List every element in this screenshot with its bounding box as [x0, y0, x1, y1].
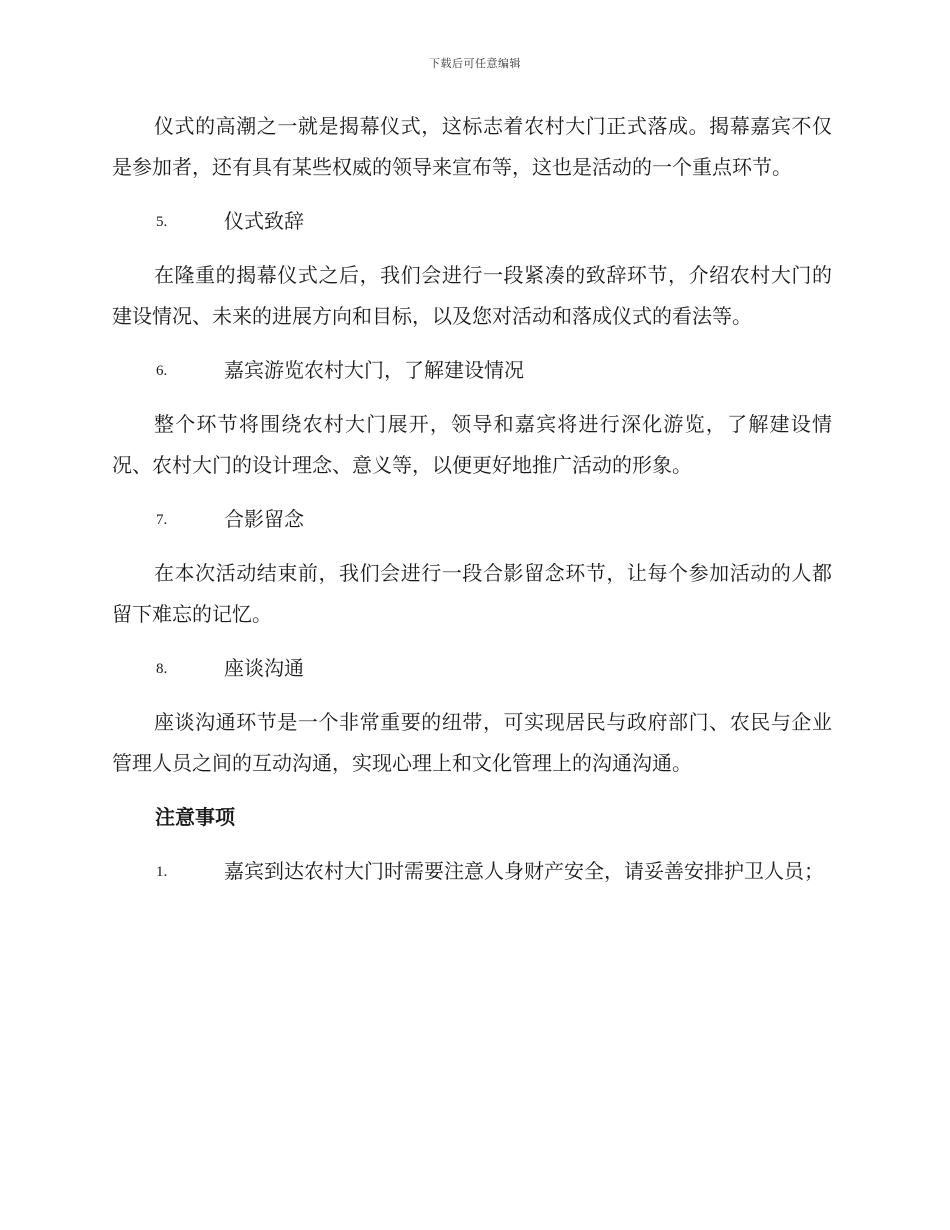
- list-number: 8.: [156, 661, 168, 677]
- list-number: 7.: [156, 512, 168, 528]
- list-label: 嘉宾游览农村大门，了解建设情况: [224, 358, 524, 382]
- list-number: 1.: [156, 864, 168, 880]
- list-text: 嘉宾到达农村大门时需要注意人身财产安全，请妥善安排护卫人员；: [224, 859, 824, 883]
- list-item-6: [112, 350, 832, 391]
- list-label: 仪式致辞: [224, 209, 304, 233]
- list-item-5: [112, 201, 832, 242]
- section-heading-notes: 注意事项: [155, 805, 235, 829]
- list-number: 6.: [156, 363, 168, 379]
- paragraph-photo: 在本次活动结束前，我们会进行一段合影留念环节，让每个参加活动的人都留下难忘的记忆。: [112, 561, 832, 626]
- list-label: 合影留念: [224, 507, 304, 531]
- paragraph-speech: 在隆重的揭幕仪式之后，我们会进行一段紧凑的致辞环节，介绍农村大门的建设情况、未来的进展方向和目标，以及您对活动和落成仪式的看法等。: [112, 263, 832, 328]
- list-number: 5.: [156, 214, 168, 230]
- list-item-notes-1: [112, 851, 832, 892]
- page-header: 下载后可任意编辑: [429, 57, 521, 70]
- paragraph-discussion: 座谈沟通环节是一个非常重要的纽带，可实现居民与政府部门、农民与企业管理人员之间的互动沟通，实现心理上和文化管理上的沟通沟通。: [112, 710, 832, 775]
- list-item-7: [112, 499, 832, 540]
- list-label: 座谈沟通: [224, 656, 304, 680]
- list-item-8: [112, 648, 832, 689]
- paragraph-tour: 整个环节将围绕农村大门展开，领导和嘉宾将进行深化游览，了解建设情况、农村大门的设计理念、意义等，以便更好地推广活动的形象。: [112, 412, 832, 477]
- paragraph-unveiling: 仪式的高潮之一就是揭幕仪式，这标志着农村大门正式落成。揭幕嘉宾不仅是参加者，还有具有某些权威的领导来宣布等，这也是活动的一个重点环节。: [112, 114, 832, 179]
- document-body: [112, 106, 832, 905]
